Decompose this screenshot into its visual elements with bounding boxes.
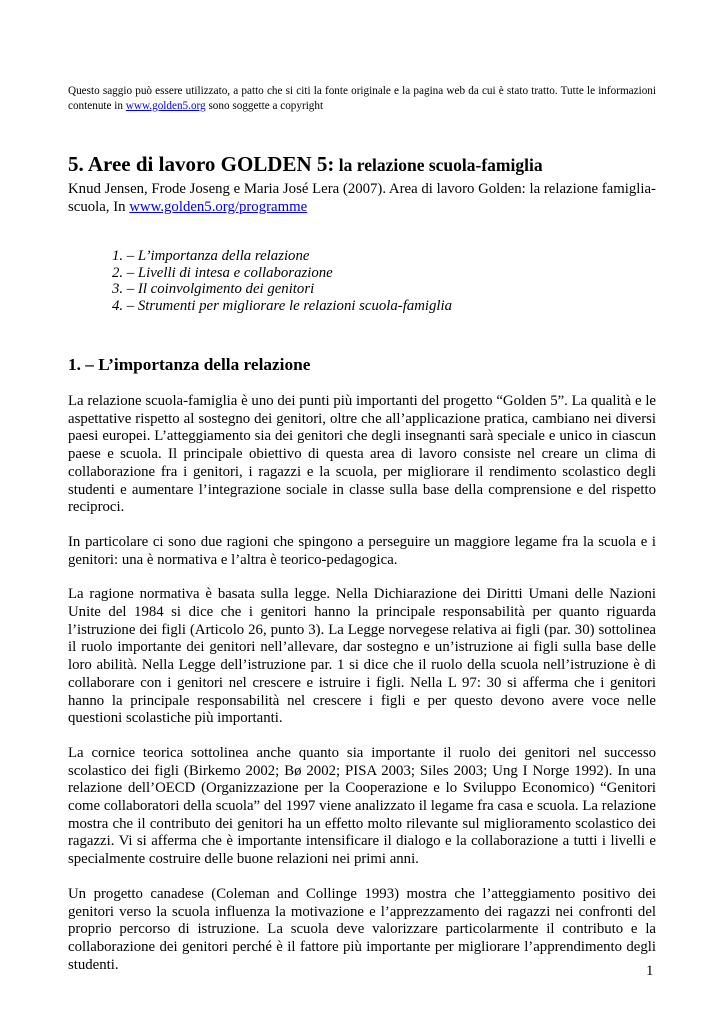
- body-paragraph: La ragione normativa è basata sulla legge. Nella Dichiarazione dei Diritti Umani delle Nazioni Unite del 1984 si dice che i genitori hanno la principale responsabilità per quanto riguarda l’istruzione dei figli (Articolo 26, punto 3). La Legge norvegese relativa ai figli (par. 30) sottolinea il ruolo importante dei genitori nell’allevare, dar sostegno e un’istruzione ai figli sulla base delle loro abilità. Nella Legge dell’istruzione par. 1 si dice che il ruolo della scuola nell’istruzione è di collaborare con i genitori nel crescere e istruire i figli. Nella L 97: 30 si afferma che i genitori hanno la principale responsabilità nel crescere i figli e per questo devono avere voce nelle questioni scolastiche più importanti.: [68, 586, 656, 727]
- toc-item: 4. – Strumenti per migliorare le relazioni scuola-famiglia: [112, 297, 453, 314]
- toc-item: 2. – Livelli di intesa e collaborazione: [112, 264, 333, 281]
- page-number: 1: [646, 963, 654, 979]
- toc-item: 3. – Il coinvolgimento dei genitori: [112, 281, 315, 297]
- document-page: [68, 84, 656, 974]
- body-paragraph: In particolare ci sono due ragioni che spingono a perseguire un maggiore legame fra la scuola e i genitori: una è normativa e l’altra è teorico-pedagogica.: [68, 533, 656, 568]
- table-of-contents: [68, 248, 656, 314]
- body-paragraph: La relazione scuola-famiglia è uno dei punti più importanti del progetto “Golden 5”. La qualità e le aspettative rispetto al sostegno dei genitori, oltre che all’applicazione pratica, cambiano nei diversi paesi europei. L’atteggiamento sia dei genitori che degli insegnanti sarà speciale e unico in ciascun paese e scuola. Il principale obiettivo di questa area di lavoro consiste nel creare un clima di collaborazione fra i genitori, i ragazzi e la scuola, per migliorare il rendimento scolastico degli studenti e aumentare l’integrazione sociale in classe sulla base della comprensione e del rispetto reciproci.: [68, 393, 656, 516]
- programme-link[interactable]: www.golden5.org/programme: [129, 199, 308, 215]
- document-title: [68, 152, 656, 179]
- document-title-sub: la relazione scuola-famiglia: [334, 155, 543, 175]
- copyright-notice-end: sono soggette a copyright: [205, 100, 324, 112]
- section-heading: 1. – L’importanza della relazione: [68, 355, 311, 374]
- citation: [68, 180, 656, 216]
- citation-text: Knud Jensen, Frode Joseng e Maria José Lera (2007). Area di lavoro Golden: la relazione famiglia-scuola, In: [68, 181, 656, 215]
- copyright-notice-text: Questo saggio può essere utilizzato, a patto che si citi la fonte originale e la pagina web da cui è stato tratto. Tutte le informazioni contenute in: [68, 85, 656, 112]
- document-title-main: 5. Aree di lavoro GOLDEN 5:: [68, 152, 335, 176]
- toc-item: 1. – L’importanza della relazione: [112, 248, 310, 264]
- golden5-link[interactable]: www.golden5.org: [125, 100, 206, 112]
- body-paragraph: La cornice teorica sottolinea anche quanto sia importante il ruolo dei genitori nel successo scolastico dei figli (Birkemo 2002; Bø 2002; PISA 2003; Siles 2003; Ung I Norge 1992). In una relazione dell’OECD (Organizzazione per la Cooperazione e lo Sviluppo Economico) “Genitori come collaboratori della scuola” del 1997 viene analizzato il legame fra casa e scuola. La relazione mostra che il contributo dei genitori ha un effetto molto rilevante sul miglioramento scolastico dei ragazzi. Vi si afferma che è importante intensificare il dialogo e la collaborazione a tutti i livelli e specialmente costruire delle buone relazioni nei primi anni.: [68, 744, 656, 868]
- body-paragraph: Un progetto canadese (Coleman and Collinge 1993) mostra che l’atteggiamento positivo dei genitori verso la scuola influenza la motivazione e l’apprezzamento dei ragazzi nei confronti del proprio percorso di istruzione. La scuola deve valorizzare particolarmente il contributo e la collaborazione dei genitori perché è il fattore più importante per migliorare l’apprendimento degli studenti.: [68, 885, 656, 973]
- copyright-notice: [68, 84, 656, 114]
